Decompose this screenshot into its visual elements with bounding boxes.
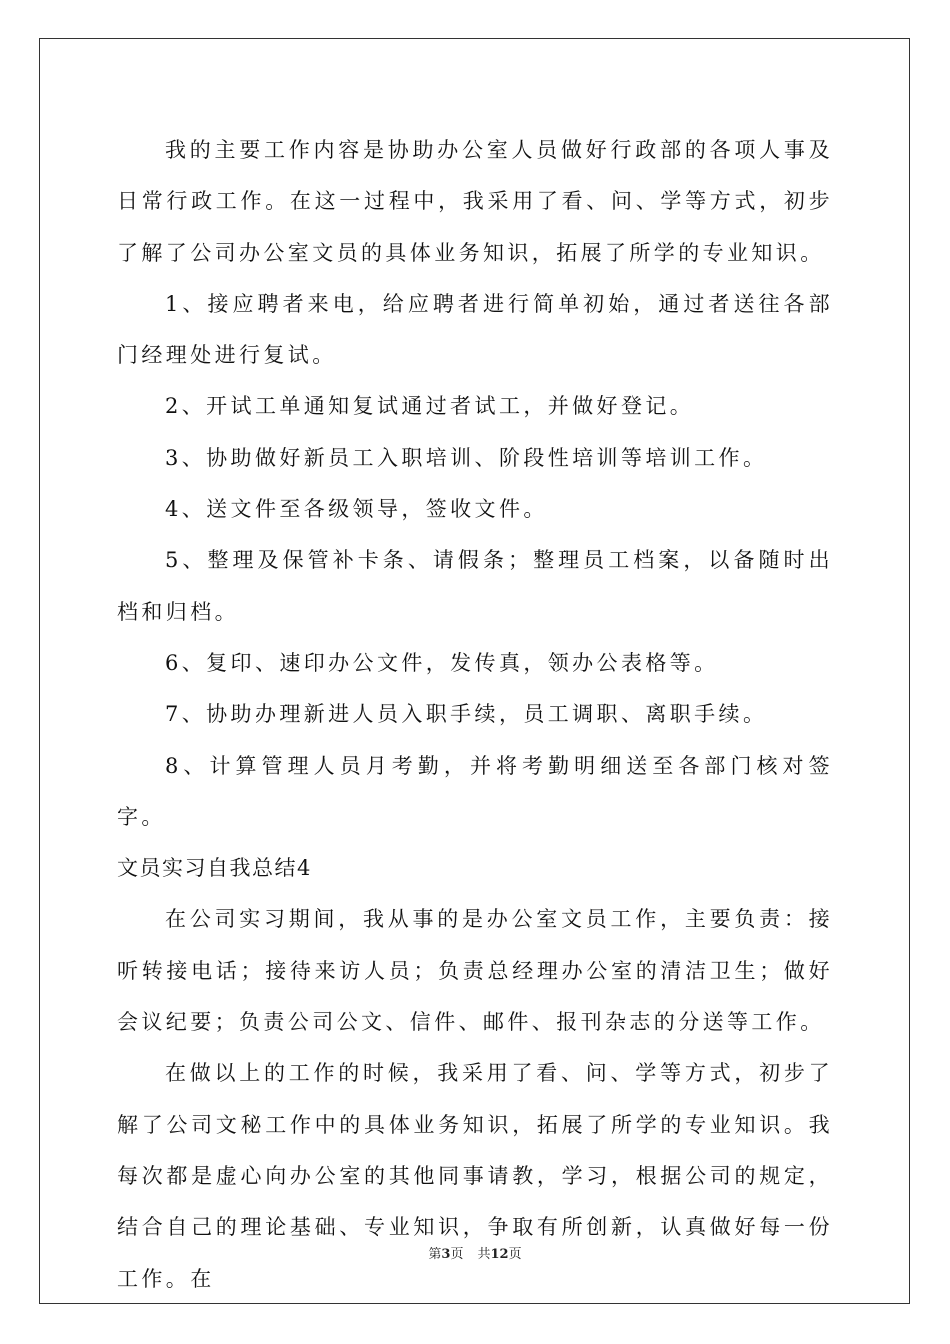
body-paragraph: 在做以上的工作的时候，我采用了看、问、学等方式，初步了解了公司文秘工作中的具体业务知识，拓展了所学的专业知识。我每次都是虚心向办公室的其他同事请教，学习，根据公司的规定，结合自己的理论基础、专业知识，争取有所创新，认真做好每一份工作。在: [117, 1061, 833, 1291]
footer-page-current: 3: [441, 1247, 451, 1262]
footer-total-prefix: 共: [477, 1247, 491, 1262]
list-item: 3、协助做好新员工入职培训、阶段性培训等培训工作。: [165, 445, 768, 470]
list-item: 5、整理及保管补卡条、请假条；整理员工档案，以备随时出档和归档。: [117, 548, 833, 624]
body-paragraph: 在公司实习期间，我从事的是办公室文员工作，主要负责：接听转接电话；接待来访人员；负责总经理办公室的清洁卫生；做好会议纪要；负责公司公文、信件、邮件、报刊杂志的分送等工作。: [117, 907, 833, 1035]
body-paragraph: 我的主要工作内容是协助办公室人员做好行政部的各项人事及日常行政工作。在这一过程中，我采用了看、问、学等方式，初步了解了公司办公室文员的具体业务知识，拓展了所学的专业知识。: [117, 138, 833, 265]
footer-page-total: 12: [490, 1247, 509, 1262]
document-body: [117, 125, 833, 1305]
footer-page-suffix: 页: [450, 1247, 464, 1262]
list-item: 8、计算管理人员月考勤，并将考勤明细送至各部门核对签字。: [117, 753, 833, 829]
list-item: 4、送文件至各级领导，签收文件。: [165, 497, 548, 522]
footer-page-prefix: 第: [428, 1247, 442, 1262]
list-item: 2、开试工单通知复试通过者试工，并做好登记。: [165, 394, 695, 419]
section-heading: 文员实习自我总结4: [117, 856, 312, 881]
list-item: 7、协助办理新进人员入职手续，员工调职、离职手续。: [165, 702, 768, 727]
list-item: 1、接应聘者来电，给应聘者进行简单初始，通过者送往各部门经理处进行复试。: [117, 291, 833, 368]
page-footer: [0, 1243, 950, 1262]
footer-total-suffix: 页: [508, 1247, 522, 1262]
list-item: 6、复印、速印办公文件，发传真，领办公表格等。: [165, 650, 719, 675]
